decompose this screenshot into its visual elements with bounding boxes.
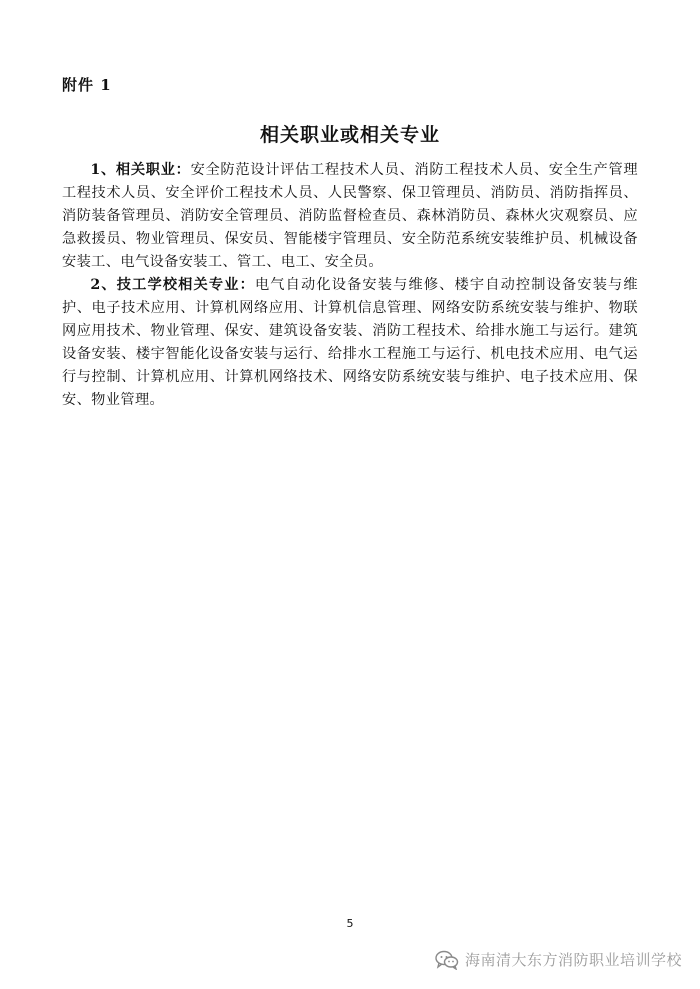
annex-label: 附件 1: [62, 76, 112, 94]
document-title: 相关职业或相关专业: [259, 124, 440, 146]
section-lead: 1、相关职业：: [90, 162, 191, 178]
section-lead: 2、技工学校相关专业：: [90, 277, 255, 293]
section-text: 电气自动化设备安装与维修、楼宇自动控制设备安装与维护、电子技术应用、计算机网络应用、计算机信息管理、网络安防系统安装与维护、物联网应用技术、物业管理、保安、建筑设备安装、消防工程技术、给排水施工与运行。建筑设备安装、楼宇智能化设备安装与运行、给排水工程施工与运行、机电技术应用、电气运行与控制、计算机应用、计算机网络技术、网络安防系统安装与维护、电子技术应用、保安、物业管理。: [62, 277, 638, 408]
wechat-icon: [435, 950, 459, 970]
section-text: 安全防范设计评估工程技术人员、消防工程技术人员、安全生产管理工程技术人员、安全评价工程技术人员、人民警察、保卫管理员、消防员、消防指挥员、消防装备管理员、消防安全管理员、消防监督检查员、森林消防员、森林火灾观察员、应急救援员、物业管理员、保安员、智能楼宇管理员、安全防范系统安装维护员、机械设备安装工、电气设备安装工、管工、电工、安全员。: [62, 162, 638, 270]
section-related-majors: [62, 274, 638, 412]
document-body: [62, 159, 638, 412]
watermark-text: 海南清大东方消防职业培训学校: [464, 951, 682, 969]
watermark: [435, 949, 682, 970]
section-related-occupations: [62, 159, 638, 274]
page-number: 5: [346, 917, 354, 930]
